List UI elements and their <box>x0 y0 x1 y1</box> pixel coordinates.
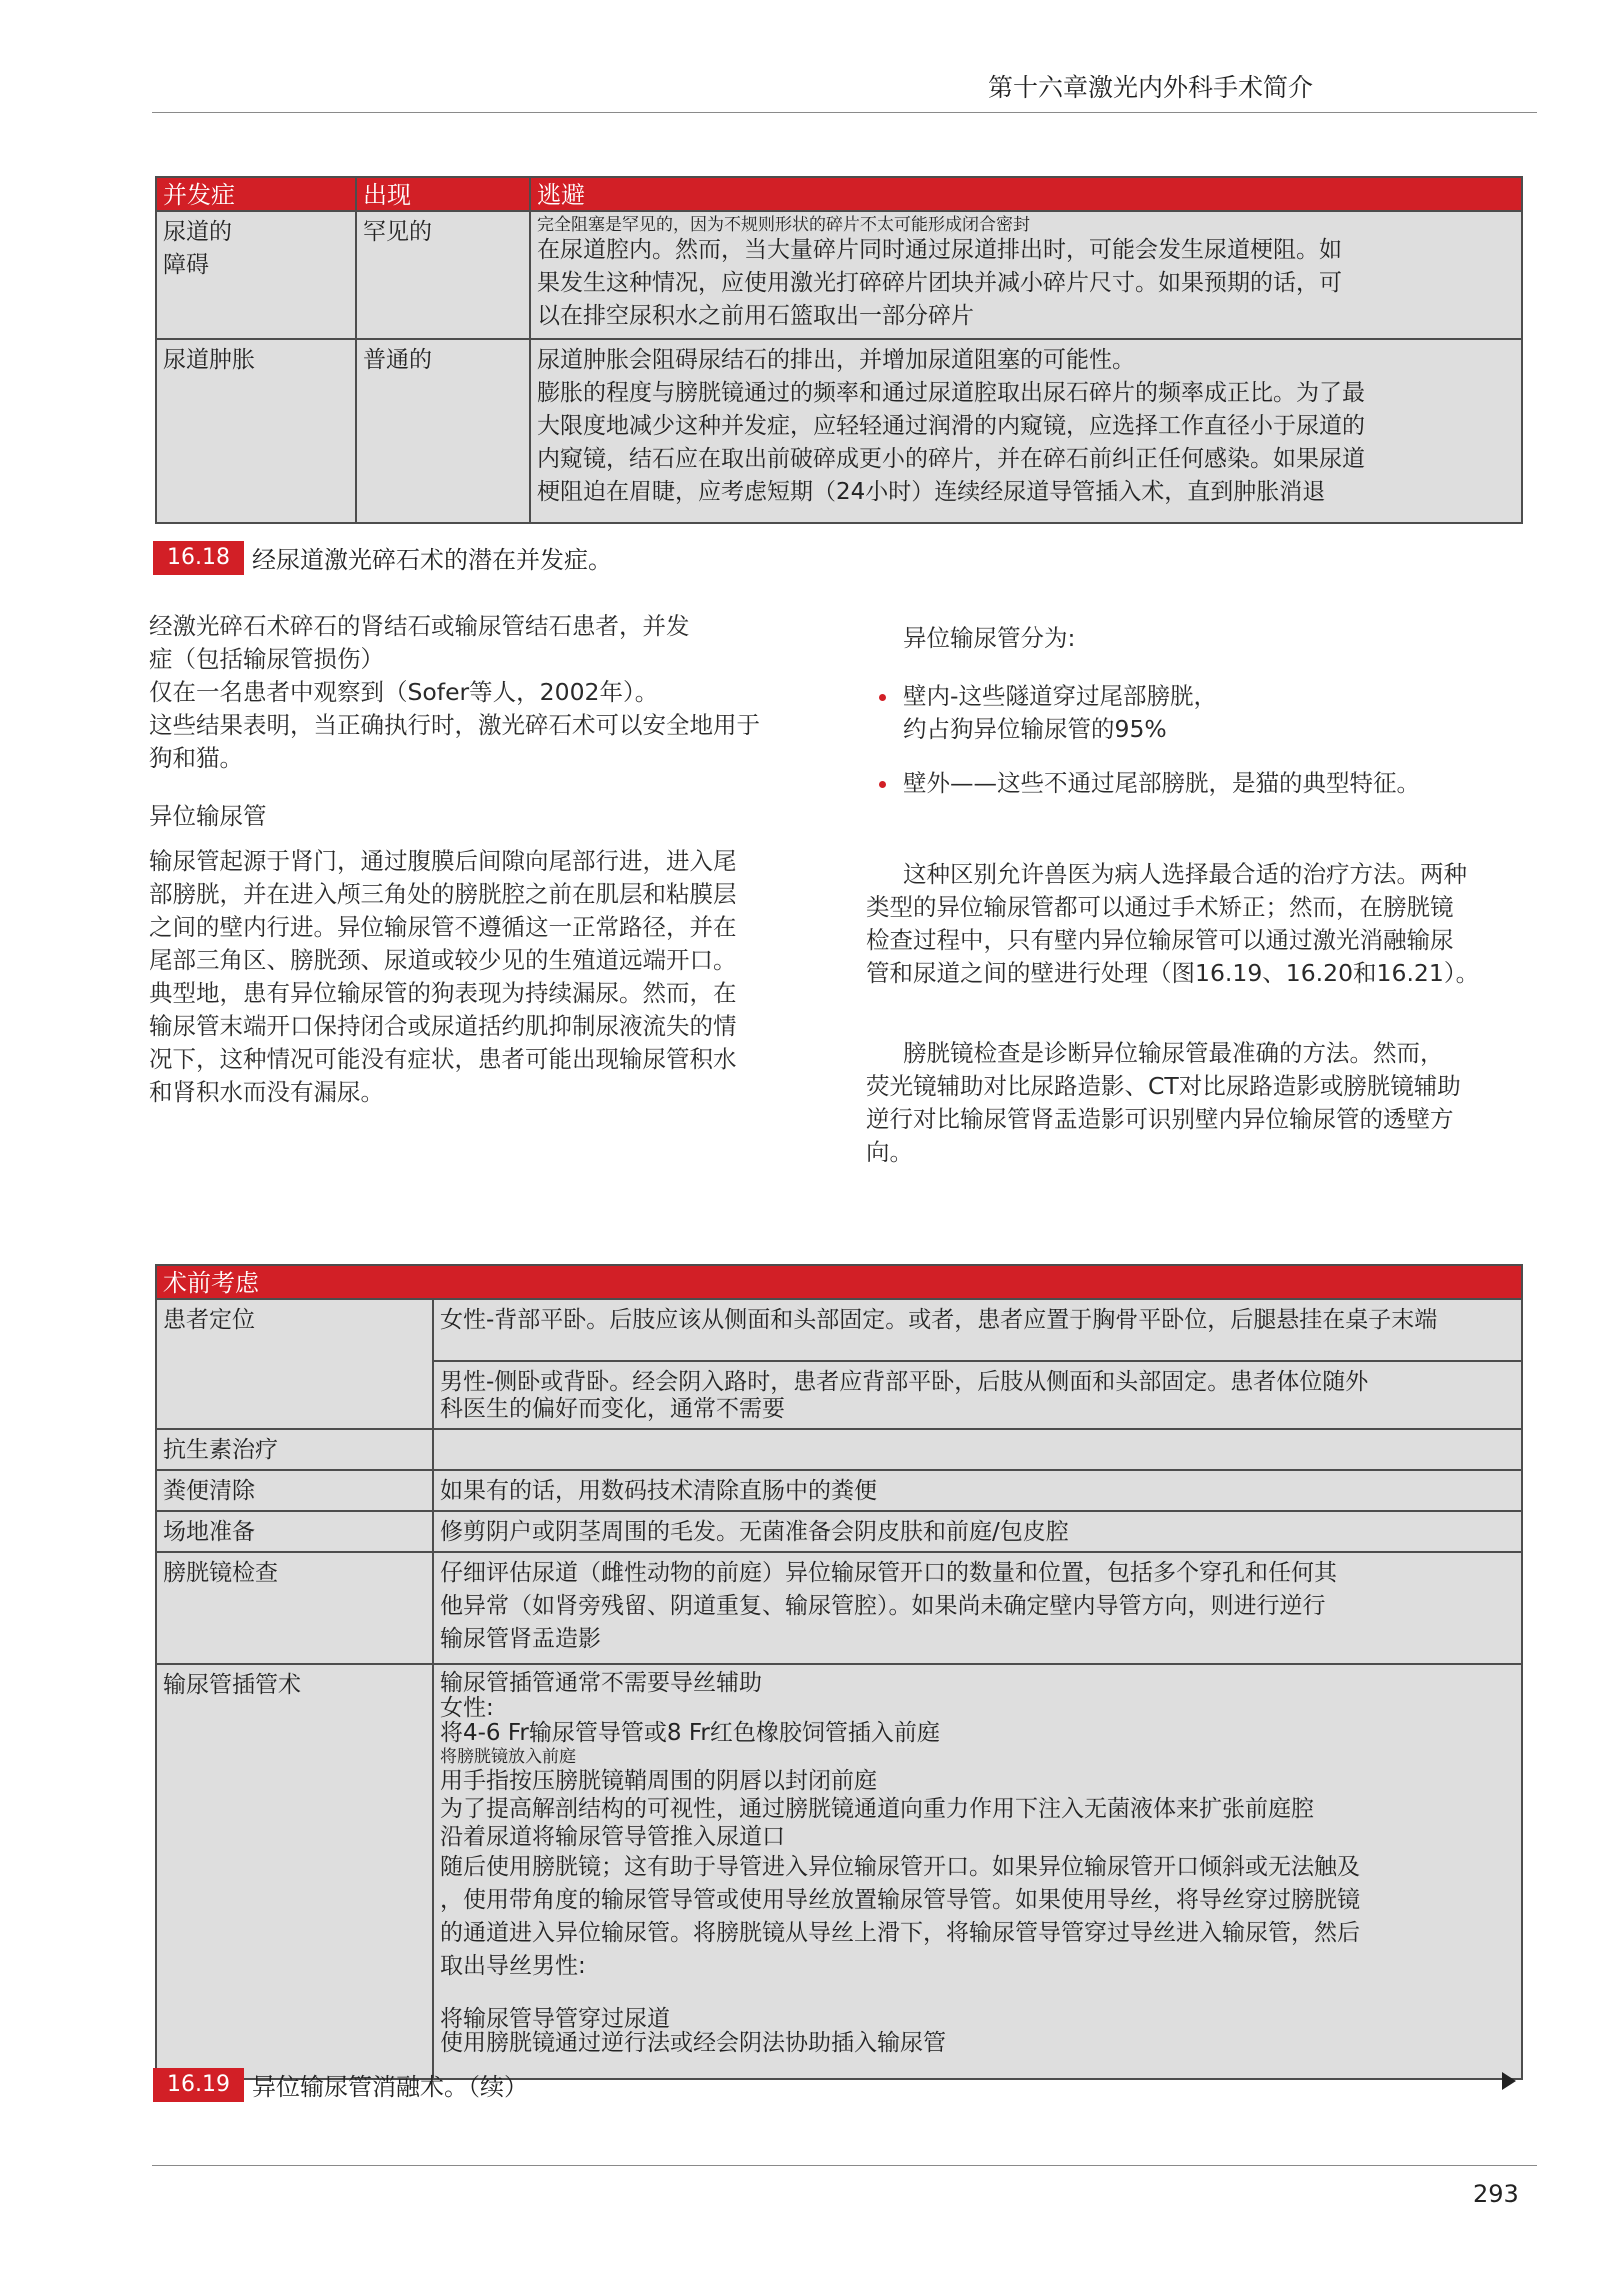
table-row <box>156 1470 1522 1511</box>
avoidance-line: 内窥镜，结石应在取出前破碎成更小的碎片，并在碎石前纠正任何感染。如果尿道 <box>537 446 1365 472</box>
header-occurrence: 出现 <box>356 177 530 211</box>
bullet-item <box>903 680 1523 746</box>
avoidance-line: 果发生这种情况，应使用激光打碎碎片团块并减小碎片尺寸。如果预期的话，可 <box>537 270 1342 296</box>
complication-cell <box>156 211 356 339</box>
figure-caption-16-18 <box>153 540 612 575</box>
ectopic-ureter-paragraph <box>149 845 809 1109</box>
text-line: 输尿管插管通常不需要导丝辅助 <box>440 1670 762 1696</box>
diagnosis-paragraph <box>866 1037 1536 1169</box>
bullet-dot <box>879 781 886 788</box>
page-number: 293 <box>1473 2180 1519 2208</box>
figure-number-badge: 16.18 <box>153 541 244 575</box>
row-content <box>433 1552 1522 1664</box>
text-line: 和肾积水而没有漏尿。 <box>149 1078 384 1106</box>
text-line: 壁内-这些隧道穿过尾部膀胱， <box>903 682 1217 710</box>
preop-table <box>155 1264 1523 2080</box>
text-line: 输尿管起源于肾门，通过腹膜后间隙向尾部行进，进入尾 <box>149 847 737 875</box>
text-line: 科医生的偏好而变化，通常不需要 <box>440 1396 785 1422</box>
complication-cell <box>156 339 356 523</box>
text-line: 狗和猫。 <box>149 744 243 772</box>
text-line: 使用膀胱镜通过逆行法或经会阴法协助插入输尿管 <box>440 2030 946 2056</box>
row-content <box>433 1664 1522 2079</box>
text-line: 输尿管肾盂造影 <box>440 1626 601 1652</box>
header-complication: 并发症 <box>156 177 356 211</box>
text-line: 他异常（如肾旁残留、阴道重复、输尿管腔）。如果尚未确定壁内导管方向，则进行逆行 <box>440 1593 1326 1619</box>
row-label: 场地准备 <box>156 1511 433 1552</box>
row-content <box>433 1361 1522 1429</box>
bullet-dot <box>879 694 886 701</box>
row-content: 如果有的话，用数码技术清除直肠中的粪便 <box>433 1470 1522 1511</box>
text-line: 尾部三角区、膀胱颈、尿道或较少见的生殖道远端开口。 <box>149 946 737 974</box>
avoidance-note: 完全阻塞是罕见的，因为不规则形状的碎片不太可能形成闭合密封 <box>537 215 1030 235</box>
text-line: 仅在一名患者中观察到（Sofer等人，2002年）。 <box>149 678 659 706</box>
treatment-paragraph <box>866 858 1536 990</box>
text-line: 将4-6 Fr输尿管导管或8 Fr红色橡胶饲管插入前庭 <box>440 1720 940 1746</box>
text-line: 况下，这种情况可能没有症状，患者可能出现输尿管积水 <box>149 1045 737 1073</box>
text-line: 这种区别允许兽医为病人选择最合适的治疗方法。两种 <box>903 860 1467 888</box>
row-label: 输尿管插管术 <box>156 1664 433 2079</box>
text-line: 的通道进入异位输尿管。将膀胱镜从导丝上滑下，将输尿管导管穿过导丝进入输尿管，然后 <box>440 1920 1360 1946</box>
avoidance-line: 大限度地减少这种并发症，应轻轻通过润滑的内窥镜，应选择工作直径小于尿道的 <box>537 413 1365 439</box>
caption-text: 经尿道激光碎石术的潜在并发症。 <box>251 546 612 574</box>
table-row <box>156 1299 1522 1361</box>
preop-header: 术前考虑 <box>156 1265 1522 1299</box>
text-line: 症（包括输尿管损伤） <box>149 645 384 673</box>
table-row <box>156 1664 1522 2079</box>
avoidance-cell <box>530 339 1522 523</box>
text-line: 女性-背部平卧。后肢应该从侧面和头部固定。或者，患者应置于胸骨平卧位，后腿悬挂在桌子末端 <box>440 1307 1438 1333</box>
text-line: 随后使用膀胱镜；这有助于导管进入异位输尿管开口。如果异位输尿管开口倾斜或无法触及 <box>440 1854 1360 1880</box>
text-line: 取出导丝男性: <box>440 1953 586 1979</box>
table-header-row <box>156 1265 1522 1299</box>
text-line: 管和尿道之间的壁进行处理（图16.19、16.20和16.21）。 <box>866 959 1480 987</box>
complication-line: 尿道肿胀 <box>163 347 255 373</box>
text-line: 典型地，患有异位输尿管的狗表现为持续漏尿。然而，在 <box>149 979 737 1007</box>
avoidance-line: 以在排空尿积水之前用石篮取出一部分碎片 <box>537 303 974 329</box>
text-line: 沿着尿道将输尿管导管推入尿道口 <box>440 1824 785 1850</box>
text-line: 男性-侧卧或背卧。经会阴入路时，患者应背部平卧，后肢从侧面和头部固定。患者体位随外 <box>440 1369 1369 1395</box>
table-row <box>156 1429 1522 1470</box>
text-line: 膀胱镜检查是诊断异位输尿管最准确的方法。然而， <box>903 1039 1444 1067</box>
intro-paragraph <box>149 610 809 775</box>
text-line: 部膀胱，并在进入颅三角处的膀胱腔之前在肌层和粘膜层 <box>149 880 737 908</box>
text-line: 检查过程中，只有壁内异位输尿管可以通过激光消融输尿 <box>866 926 1454 954</box>
row-label: 膀胱镜检查 <box>156 1552 433 1664</box>
text-line: 用手指按压膀胱镜鞘周围的阴唇以封闭前庭 <box>440 1768 877 1794</box>
table-row <box>156 1552 1522 1664</box>
text-line: 之间的壁内行进。异位输尿管不遵循这一正常路径，并在 <box>149 913 737 941</box>
figure-number-badge: 16.19 <box>153 2068 244 2102</box>
text-line: 将输尿管导管穿过尿道 <box>440 2006 670 2032</box>
footer-divider <box>152 2165 1537 2166</box>
text-line: 逆行对比输尿管肾盂造影可识别壁内异位输尿管的透壁方 <box>866 1105 1454 1133</box>
table-row <box>156 211 1522 339</box>
text-line: 类型的异位输尿管都可以通过手术矫正；然而，在膀胱镜 <box>866 893 1454 921</box>
caption-text: 异位输尿管消融术。（续） <box>251 2073 528 2101</box>
table-row <box>156 339 1522 523</box>
text-line: 荧光镜辅助对比尿路造影、CT对比尿路造影或膀胱镜辅助 <box>866 1072 1461 1100</box>
row-content <box>433 1429 1522 1470</box>
complication-line: 尿道的 <box>163 219 232 245</box>
text-line: 壁外——这些不通过尾部膀胱，是猫的典型特征。 <box>903 769 1420 797</box>
continue-arrow-icon <box>1502 2072 1516 2090</box>
avoidance-cell <box>530 211 1522 339</box>
section-title: 异位输尿管 <box>149 802 267 830</box>
text-line: 输尿管末端开口保持闭合或尿道括约肌抑制尿液流失的情 <box>149 1012 737 1040</box>
row-label: 抗生素治疗 <box>156 1429 433 1470</box>
text-line: 女性: <box>440 1695 494 1721</box>
complications-table <box>155 176 1523 524</box>
header-avoidance: 逃避 <box>530 177 1522 211</box>
row-content: 修剪阴户或阴茎周围的毛发。无菌准备会阴皮肤和前庭/包皮腔 <box>433 1511 1522 1552</box>
occurrence-cell: 罕见的 <box>356 211 530 339</box>
row-content <box>433 1299 1522 1361</box>
occurrence-cell: 普通的 <box>356 339 530 523</box>
chapter-title: 第十六章激光内外科手术简介 <box>988 73 1314 102</box>
text-line: 仔细评估尿道（雌性动物的前庭）异位输尿管开口的数量和位置，包括多个穿孔和任何其 <box>440 1560 1337 1586</box>
table-header-row <box>156 177 1522 211</box>
text-line: 为了提高解剖结构的可视性，通过膀胱镜通道向重力作用下注入无菌液体来扩张前庭腔 <box>440 1796 1314 1822</box>
text-line: 经激光碎石术碎石的肾结石或输尿管结石患者，并发 <box>149 612 690 640</box>
text-line: ，使用带角度的输尿管导管或使用导丝放置输尿管导管。如果使用导丝，将导丝穿过膀胱镜 <box>440 1887 1360 1913</box>
row-label: 患者定位 <box>156 1299 433 1429</box>
avoidance-line: 在尿道腔内。然而，当大量碎片同时通过尿道排出时，可能会发生尿道梗阻。如 <box>537 237 1342 263</box>
header-divider <box>152 112 1537 113</box>
row-label: 粪便清除 <box>156 1470 433 1511</box>
text-line: 约占狗异位输尿管的95% <box>903 715 1167 743</box>
text-line: 将膀胱镜放入前庭 <box>440 1747 576 1767</box>
text-line <box>440 1983 1515 2007</box>
table-row <box>156 1511 1522 1552</box>
avoidance-line: 尿道肿胀会阻碍尿结石的排出，并增加尿道阻塞的可能性。 <box>537 347 1135 373</box>
bullet-item <box>903 767 1523 800</box>
avoidance-line: 膨胀的程度与膀胱镜通过的频率和通过尿道腔取出尿石碎片的频率成正比。为了最 <box>537 380 1365 406</box>
classification-title: 异位输尿管分为: <box>903 624 1076 652</box>
text-line: 向。 <box>866 1138 913 1166</box>
text-line: 这些结果表明，当正确执行时，激光碎石术可以安全地用于 <box>149 711 760 739</box>
complication-line: 障碍 <box>163 252 209 278</box>
figure-caption-16-19 <box>153 2067 528 2102</box>
avoidance-line: 梗阻迫在眉睫，应考虑短期（24小时）连续经尿道导管插入术，直到肿胀消退 <box>537 479 1326 505</box>
